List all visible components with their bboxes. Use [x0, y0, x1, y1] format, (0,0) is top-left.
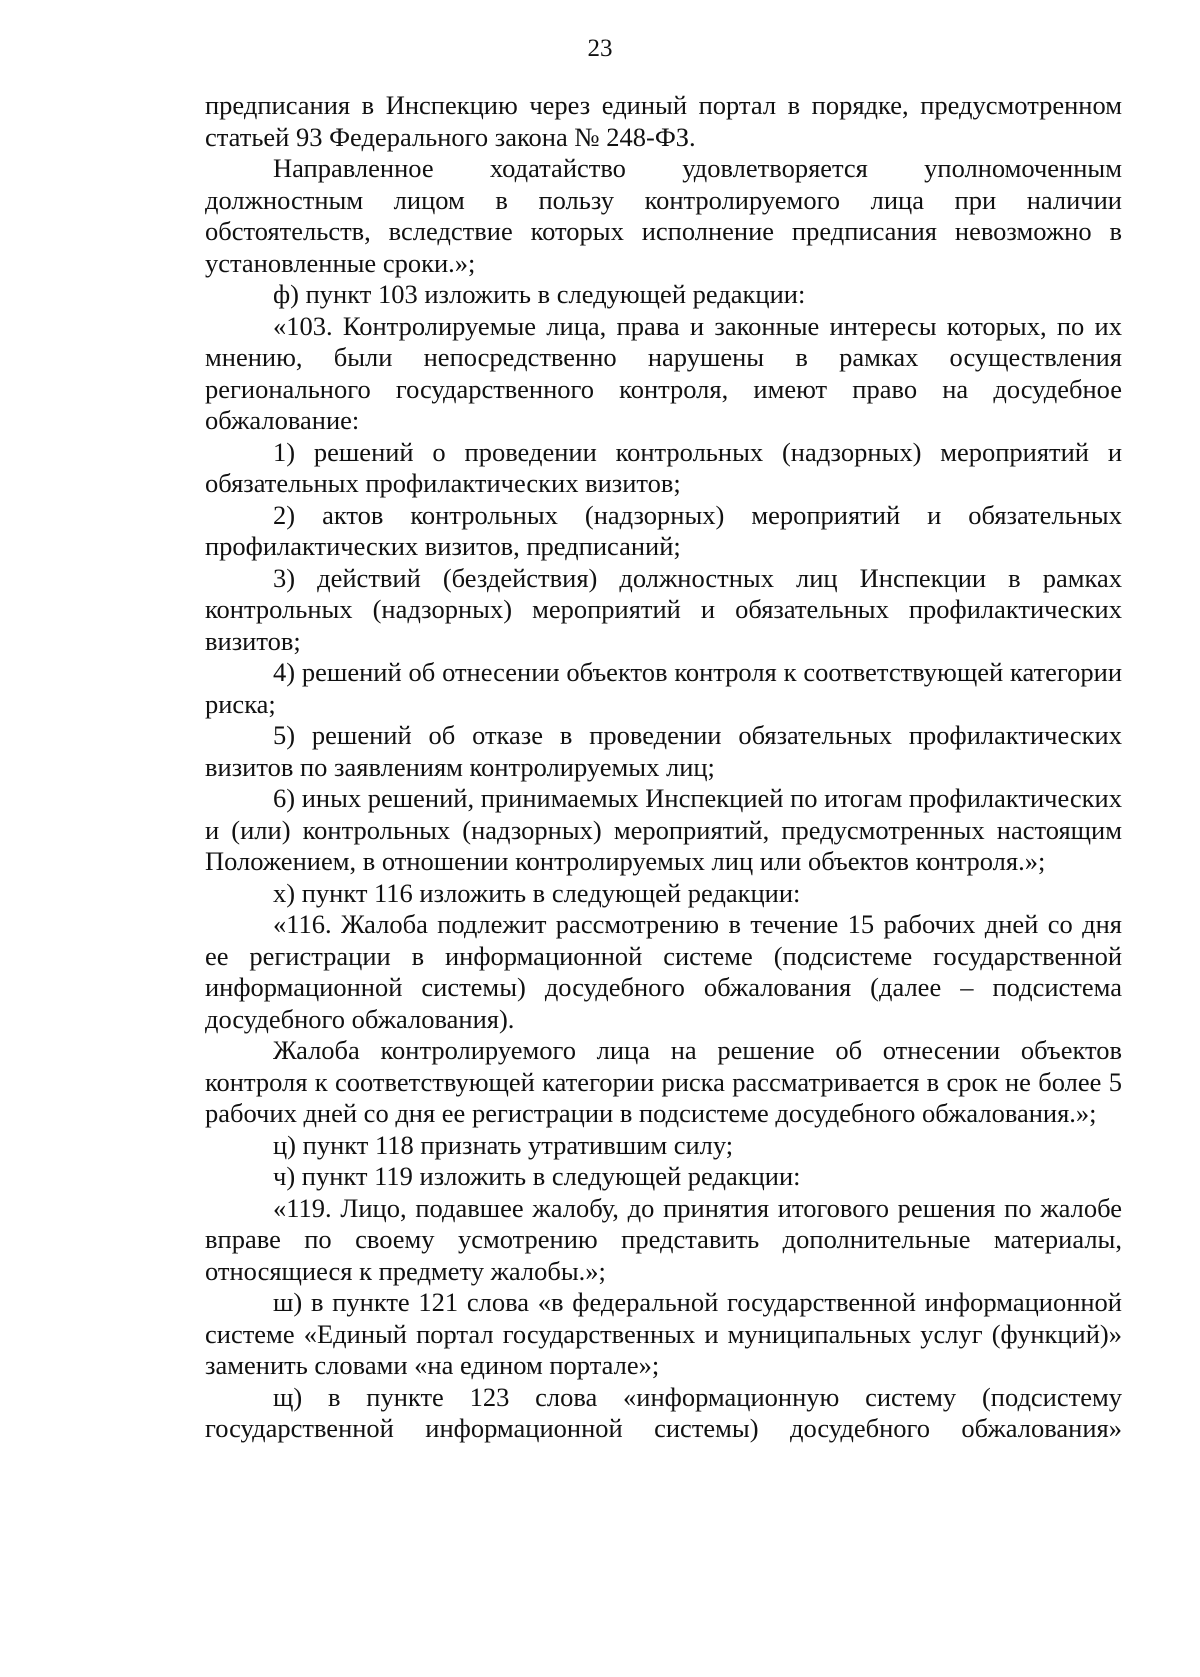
list-item: 6) иных решений, принимаемых Инспекцией по итогам профилактических и (или) контрольных (надзорных) мероприятий, предусмотренных настоящим Положением, в отношении контролируемых лиц или объектов контроля.»; — [205, 783, 1122, 876]
paragraph: ч) пункт 119 изложить в следующей редакции: — [273, 1161, 801, 1191]
paragraph: ш) в пункте 121 слова «в федеральной государственной информационной системе «Единый портал государственных и муниципальных услуг (функций)» заменить словами «на едином портале»; — [205, 1287, 1122, 1380]
paragraph: ц) пункт 118 признать утратившим силу; — [273, 1129, 734, 1160]
paragraph: ф) пункт 103 изложить в следующей редакции: — [273, 279, 806, 309]
paragraph: «103. Контролируемые лица, права и законные интересы которых, по их мнению, были непосредственно нарушены в рамках осуществления регионального государственного контроля, имеют право на досудебное обжалование: — [205, 310, 1122, 435]
paragraph: Направленное ходатайство удовлетворяется уполномоченным должностным лицом в пользу контролируемого лица при наличии обстоятельств, вследствие которых исполнение предписания невозможно в установленные сроки.»; — [205, 153, 1122, 278]
list-item: 2) актов контрольных (надзорных) мероприятий и обязательных профилактических визитов, предписаний; — [205, 499, 1122, 561]
paragraph: «116. Жалоба подлежит рассмотрению в течение 15 рабочих дней со дня ее регистрации в информационной системе (подсистеме государственной информационной системы) досудебного обжалования (далее – подсистема досудебного обжалования). — [205, 909, 1122, 1034]
paragraph: «119. Лицо, подавшее жалобу, до принятия итогового решения по жалобе вправе по своему усмотрению представить дополнительные материалы, относящиеся к предмету жалобы.»; — [205, 1192, 1122, 1286]
list-item: 3) действий (бездействия) должностных лиц Инспекции в рамках контрольных (надзорных) мероприятий и обязательных профилактических визитов; — [205, 562, 1122, 656]
paragraph: х) пункт 116 изложить в следующей редакции: — [273, 877, 801, 908]
document-body — [205, 90, 1122, 1445]
paragraph: предписания в Инспекцию через единый портал в порядке, предусмотренном статьей 93 Федерального закона № 248-ФЗ. — [205, 90, 1122, 152]
list-item: 1) решений о проведении контрольных (надзорных) мероприятий и обязательных профилактических визитов; — [205, 436, 1122, 498]
page-number: 23 — [587, 35, 613, 62]
list-item: 4) решений об отнесении объектов контроля к соответствующей категории риска; — [205, 657, 1122, 719]
paragraph: Жалоба контролируемого лица на решение об отнесении объектов контроля к соответствующей категории риска рассматривается в срок не более 5 рабочих дней со дня ее регистрации в подсистеме досудебного обжалования.»; — [205, 1035, 1122, 1128]
list-item: 5) решений об отказе в проведении обязательных профилактических визитов по заявлениям контролируемых лиц; — [205, 720, 1122, 782]
paragraph: щ) в пункте 123 слова «информационную систему (подсистему государственной информационной системы) досудебного обжалования» — [205, 1381, 1122, 1443]
